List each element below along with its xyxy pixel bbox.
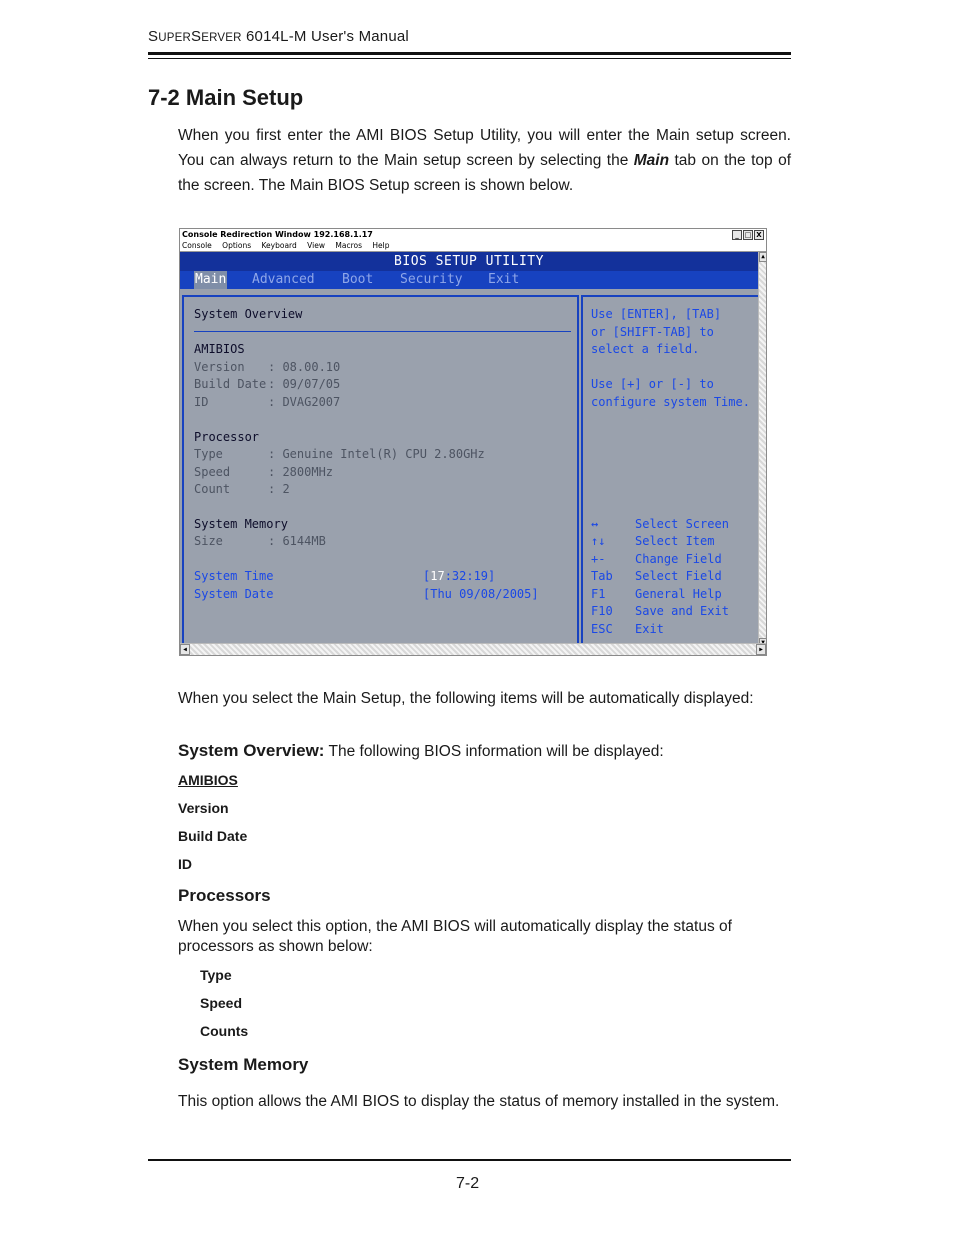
bios-key-desc: General Help (635, 587, 722, 601)
maximize-icon[interactable]: □ (744, 231, 752, 239)
tab-main[interactable]: Main (195, 272, 227, 287)
after-screenshot-text: When you select the Main Setup, the following items will be automatically displayed: (178, 690, 754, 707)
tab-boot[interactable]: Boot (342, 272, 374, 287)
minimize-icon[interactable]: _ (732, 230, 742, 240)
bios-version-label: Version (194, 360, 245, 374)
bios-key-desc: Change Field (635, 552, 722, 566)
menu-view[interactable]: View (307, 241, 325, 250)
bios-key-desc: Select Screen (635, 517, 729, 531)
bios-key: F10 (591, 604, 613, 618)
console-window-titlebar: Console Redirection Window 192.168.1.17 _ □ X (180, 229, 766, 240)
processors-description: When you select this option, the AMI BIOS will automatically display the status of processors as shown below: (178, 918, 732, 955)
bios-amibios-label: AMIBIOS (194, 342, 245, 356)
bios-tab-bar (180, 271, 758, 289)
page-number: 7-2 (456, 1175, 480, 1192)
bios-help-line: select a field. (591, 342, 700, 356)
item-speed: Speed (200, 995, 243, 1011)
scroll-up-icon[interactable]: ▲ (759, 252, 767, 262)
scroll-left-icon[interactable]: ◀ (180, 644, 190, 655)
bios-utility-title: BIOS SETUP UTILITY (180, 252, 758, 271)
menu-console[interactable]: Console (182, 241, 212, 250)
bios-build-value: : 09/07/05 (268, 377, 341, 391)
bios-overview-title: System Overview (194, 307, 303, 321)
processors-heading: Processors (178, 886, 271, 905)
bios-key: F1 (591, 587, 606, 601)
item-build-date: Build Date (178, 828, 248, 844)
bios-help-line: Use [+] or [-] to (591, 377, 714, 391)
vertical-scrollbar[interactable] (758, 252, 767, 648)
bios-key: ESC (591, 622, 613, 636)
system-memory-heading: System Memory (178, 1055, 309, 1074)
bios-version-value: : 08.00.10 (268, 360, 341, 374)
bios-build-label: Build Date (194, 377, 267, 391)
bios-size-label: Size (194, 534, 223, 548)
item-id: ID (178, 856, 192, 872)
bios-id-label: ID (194, 395, 209, 409)
menu-options[interactable]: Options (222, 241, 252, 250)
bios-count-value: : 2 (268, 482, 290, 496)
bios-count-label: Count (194, 482, 231, 496)
tab-exit[interactable]: Exit (488, 272, 520, 287)
bios-key-desc: Save and Exit (635, 604, 729, 618)
bios-processor-label: Processor (194, 430, 260, 444)
bios-help-line: or [SHIFT-TAB] to (591, 325, 714, 339)
bios-screenshot (179, 228, 767, 656)
bios-key-desc: Select Field (635, 569, 722, 583)
bios-system-date-label[interactable]: System Date (194, 587, 274, 601)
bios-memory-label: System Memory (194, 517, 288, 531)
bios-help-line: Use [ENTER], [TAB] (591, 307, 722, 321)
bios-speed-label: Speed (194, 465, 231, 479)
bios-size-value: : 6144MB (268, 534, 326, 548)
intro-paragraph: When you first enter the AMI BIOS Setup Utility, you will enter the Main setup screen. You can always return to the Main setup screen by selecting the Main tab on the top of the screen. The Main BIOS Setup screen is shown below. (178, 127, 792, 194)
bios-help-line: configure system Time. (591, 395, 750, 409)
tab-advanced[interactable]: Advanced (252, 272, 315, 287)
system-overview-heading: System Overview: The following BIOS information will be displayed: (178, 741, 664, 760)
bios-key: ↔ (591, 517, 599, 531)
item-counts: Counts (200, 1023, 249, 1039)
item-amibios: AMIBIOS (178, 772, 238, 788)
item-version: Version (178, 800, 229, 816)
console-menubar (180, 240, 766, 252)
bios-system-time-value[interactable]: [17:32:19] (423, 569, 496, 583)
bios-key: Tab (591, 569, 613, 583)
overview-separator (194, 331, 571, 332)
header-rule (148, 52, 791, 55)
bios-key: ↑↓ (591, 534, 606, 548)
horizontal-scrollbar[interactable] (180, 643, 766, 655)
scroll-right-icon[interactable]: ▶ (756, 644, 766, 655)
bios-key-desc: Select Item (635, 534, 715, 548)
header-rule-thin (148, 58, 791, 59)
system-memory-description: This option allows the AMI BIOS to display the status of memory installed in the system. (178, 1093, 780, 1110)
bios-type-label: Type (194, 447, 223, 461)
tab-security[interactable]: Security (400, 272, 463, 287)
bios-speed-value: : 2800MHz (268, 465, 334, 479)
bios-system-date-value[interactable]: [Thu 09/08/2005] (423, 587, 539, 601)
close-icon[interactable]: X (754, 230, 764, 240)
section-title: 7-2 Main Setup (148, 85, 304, 110)
bios-system-time-label[interactable]: System Time (194, 569, 274, 583)
menu-keyboard[interactable]: Keyboard (261, 241, 297, 250)
bios-type-value: : Genuine Intel(R) CPU 2.80GHz (268, 447, 485, 461)
item-type: Type (200, 967, 232, 983)
footer-rule (148, 1159, 791, 1161)
bios-id-value: : DVAG2007 (268, 395, 341, 409)
bios-key-desc: Exit (635, 622, 664, 636)
menu-macros[interactable]: Macros (335, 241, 362, 250)
running-header: SUPERSERVER 6014L-M User's Manual (148, 28, 409, 45)
bios-key: +- (591, 552, 606, 566)
menu-help[interactable]: Help (372, 241, 390, 250)
